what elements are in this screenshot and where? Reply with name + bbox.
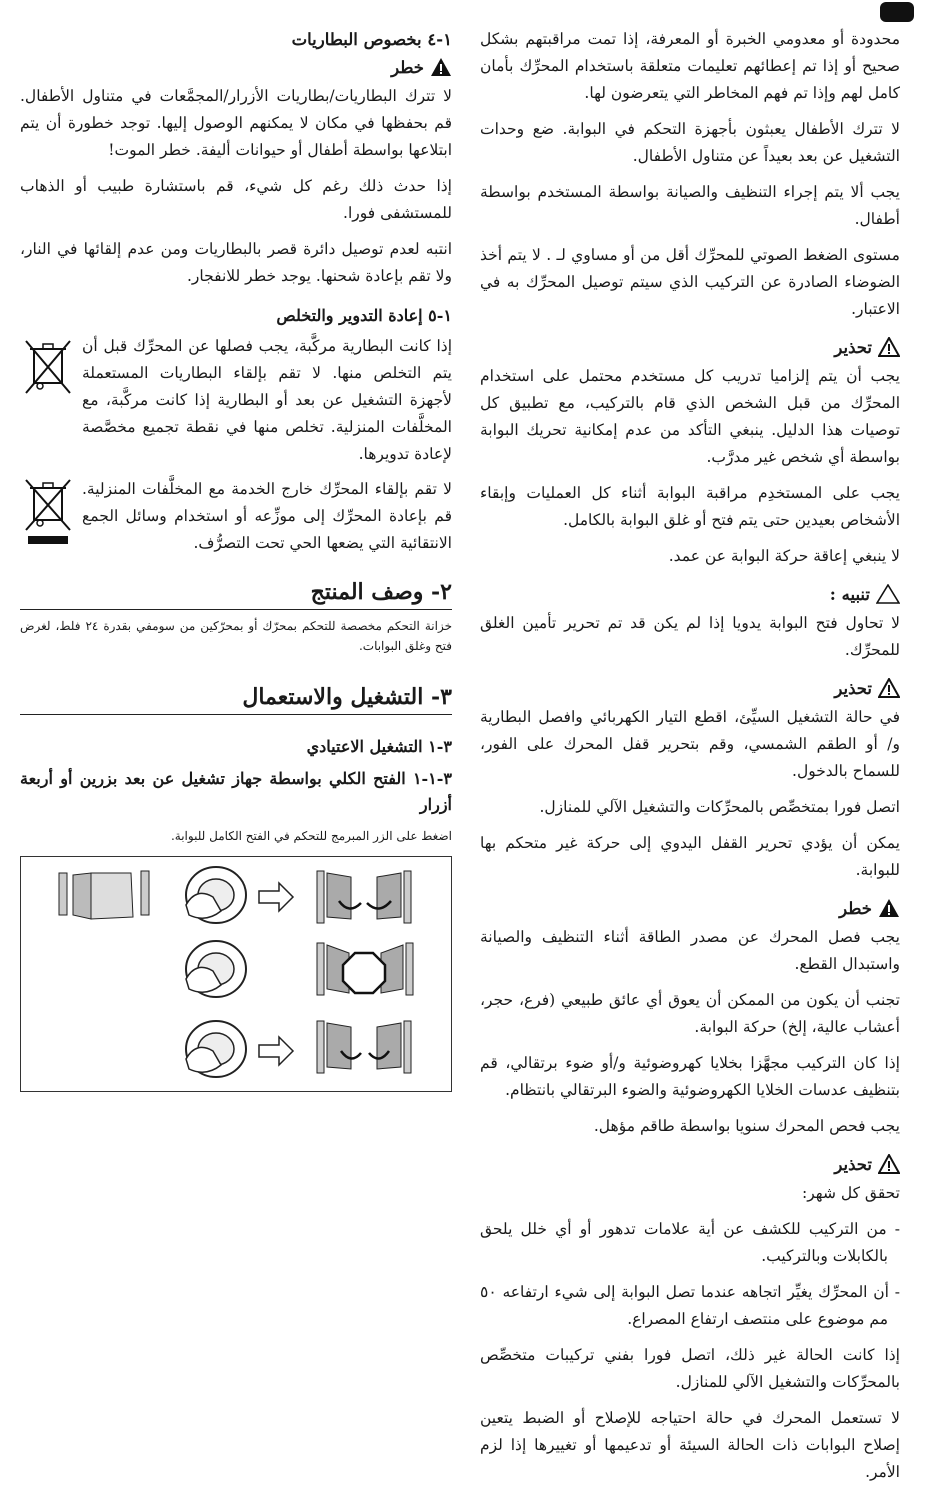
right-arrow-icon	[259, 1037, 293, 1065]
paragraph: يمكن أن يؤدي تحرير القفل اليدوي إلى حركة غير متحكم بها للبوابة.	[480, 834, 900, 879]
warning-triangle-icon	[878, 678, 900, 698]
paragraph: إذا كانت البطارية مركَّبة، يجب فصلها عن المحرِّك قبل أن يتم التخلص منها. لا تقم بإلقاء البطاريات المستعملة لأجهزة التشغيل عن بعد أو البطارية إذا كانت مركَّبة، مع المخلَّفات المنزلية. تخلص منها في نقطة تجميع مخصَّصة لإعادة تدويرها.	[82, 337, 452, 463]
caution-triangle-icon	[876, 584, 900, 604]
warning-heading	[480, 678, 900, 698]
caution-label: تنبيه :	[829, 584, 870, 604]
swing-gate-closing-icon	[317, 1021, 411, 1073]
paragraph: يجب أن يتم إلزاميا تدريب كل مستخدم محتمل على استخدام المحرِّك من قبل الشخص الذي قام بالتركيب، مع تطبيق كل توصيات هذا الدليل. ينبغي التأكد من عدم إمكانية تحريك البوابة بواسطة أي شخص غير مدرَّب.	[480, 367, 900, 466]
paragraph: انتبه لعدم توصيل دائرة قصر بالبطاريات ومن عدم إلقائها في النار، ولا تقم بإعادة شحنها. يوجد خطر للانفجار.	[20, 240, 452, 285]
danger-heading	[480, 898, 900, 918]
section-heading-batteries: ١-٤ بخصوص البطاريات	[291, 30, 452, 49]
paragraph: لا تترك الأطفال يعبثون بأجهزة التحكم في البوابة. ضع وحدات التشغيل عن بعد بعيداً عن متناول الأطفال.	[480, 120, 900, 165]
warning-heading	[480, 1154, 900, 1174]
warning-heading	[480, 337, 900, 357]
product-description: خزانة التحكم مخصصة للتحكم بمحرّك أو بمحرّكين من سومفي بقدرة ٢٤ فلط، لغرض فتح وغلق البوابات.	[20, 619, 452, 653]
caution-heading	[480, 584, 900, 604]
paragraph: لا تترك البطاريات/بطاريات الأزرار/المجمَّعات في متناول الأطفال. قم بحفظها في مكان لا يمكنهم الوصول إليها. توجد خطورة أن يتم ابتلاعها بواسطة أطفال أو حيوانات أليفة. خطر الموت!	[20, 87, 452, 159]
paragraph: إذا حدث ذلك رغم كل شيء، قم باستشارة طبيب أو الذهاب للمستشفى فورا.	[20, 177, 452, 222]
instruction: اضغط على الزر المبرمج للتحكم في الفتح الكامل للبوابة.	[170, 829, 452, 843]
paragraph: يجب ألا يتم إجراء التنظيف والصيانة بواسطة المستخدم بواسطة أطفال.	[480, 183, 900, 228]
subsection-heading-normal-operation: ٣-١ التشغيل الاعتيادي	[306, 737, 452, 756]
danger-triangle-icon	[430, 57, 452, 77]
paragraph: يجب فصل المحرك عن مصدر الطاقة أثناء التنظيف والصيانة واستبدال القطع.	[480, 928, 900, 973]
paragraph: تحقق كل شهر:	[802, 1184, 900, 1202]
list-item: - من التركيب للكشف عن أية علامات تدهور أو أي خلل يلحق بالكابلات وبالتركيب.	[480, 1220, 900, 1265]
recycle-block	[20, 333, 452, 468]
right-arrow-icon	[259, 883, 293, 911]
danger-label: خطر	[839, 898, 872, 918]
remote-control-icon	[186, 1021, 246, 1077]
warning-label: تحذير	[834, 1154, 872, 1174]
paragraph: يجب على المستخدِم مراقبة البوابة أثناء كل العمليات وإبقاء الأشخاص بعيدين حتى يتم فتح أو غلق البوابة بالكامل.	[480, 484, 900, 529]
paragraph: لا ينبغي إعاقة حركة البوابة عن عمد.	[668, 547, 900, 565]
list-item: - أن المحرِّك يغيِّر اتجاهه عندما تصل البوابة إلى شيء ارتفاعه ٥٠ مم موضوع على منتصف ارتفاع المصراع.	[480, 1283, 900, 1328]
paragraph: في حالة التشغيل السيِّئ، اقطع التيار الكهربائي وافصل البطارية و/ أو الطقم الشمسي، وقم بتحرير قفل المحرك على الفور، للسماح بالدخول.	[480, 708, 900, 780]
remote-control-icon	[186, 941, 246, 997]
warning-label: تحذير	[834, 678, 872, 698]
subsubsection-heading-full-opening: ٣-١-١ الفتح الكلي بواسطة جهاز تشغيل عن بعد بزرين أو أربعة أزرار	[20, 769, 452, 814]
danger-label: خطر	[391, 57, 424, 77]
section-heading-recycling: ١-٥ إعادة التدوير والتخلص	[276, 306, 452, 325]
gate-operation-illustration	[20, 856, 452, 1092]
right-column	[480, 0, 900, 1495]
remote-control-icon	[186, 867, 246, 923]
paragraph: تجنب أن يكون من الممكن أن يعوق أي عائق طبيعي (فرع، حجر، أعشاب عالية، إلخ) حركة البوابة.	[480, 991, 900, 1036]
section-heading-product-description: ٢- وصف المنتج	[20, 579, 452, 610]
warning-triangle-icon	[878, 337, 900, 357]
crossed-bin-icon	[20, 333, 76, 403]
swing-gate-blocked-icon	[317, 943, 413, 995]
paragraph: يجب فحص المحرك سنويا بواسطة طاقم مؤهل.	[593, 1117, 900, 1135]
illustration-graphics	[21, 857, 451, 1089]
paragraph: لا تستعمل المحرك في حالة احتياجه للإصلاح أو الضبط يتعين إصلاح البوابات ذات الحالة السيئة أو تدعيمها أو تغييرها إذا لزم الأمر.	[480, 1409, 900, 1481]
recycle-block	[20, 476, 452, 557]
danger-heading	[20, 57, 452, 77]
left-column	[20, 0, 452, 1092]
paragraph: لا تقم بإلقاء المحرِّك خارج الخدمة مع المخلَّفات المنزلية. قم بإعادة المحرِّك إلى موزِّعه أو استخدام وسائل الجمع الانتقائية التي يضعها الحي تحت التصرُّف.	[82, 480, 452, 552]
paragraph: مستوى الضغط الصوتي للمحرِّك أقل من أو مساوي لـ . لا يتم أخذ الضوضاء الصادرة عن التركيب الذي سيتم توصيل المحرِّك به في الاعتبار.	[480, 246, 900, 318]
paragraph: إذا كانت الحالة غير ذلك، اتصل فورا بفني تركيبات متخصِّص بالمحرِّكات والتشغيل الآلي للمنازل.	[480, 1346, 900, 1391]
crossed-bin-icon	[20, 476, 76, 546]
paragraph: اتصل فورا بمتخصِّص بالمحرِّكات والتشغيل الآلي للمنازل.	[539, 798, 900, 816]
sliding-gate-icon	[59, 871, 149, 919]
warning-triangle-icon	[878, 1154, 900, 1174]
swing-gate-opening-icon	[317, 871, 411, 923]
paragraph: لا تحاول فتح البوابة يدويا إذا لم يكن قد تم تحرير تأمين الغلق للمحرِّك.	[480, 614, 900, 659]
warning-label: تحذير	[834, 337, 872, 357]
danger-triangle-icon	[878, 898, 900, 918]
paragraph: إذا كان التركيب مجهَّزا بخلايا كهروضوئية و/أو ضوء برتقالي، قم بتنظيف عدسات الخلايا الكهروضوئية والضوء البرتقالي بانتظام.	[480, 1054, 900, 1099]
paragraph: محدودة أو معدومي الخبرة أو المعرفة، إذا تمت مراقبتهم بشكل صحيح أو إذا تم إعطائهم تعليمات متعلقة باستخدام المحرِّك بأمان كامل لهم وإذا تم فهم المخاطر التي يتعرضون لها.	[480, 30, 900, 102]
section-heading-operation: ٣- التشغيل والاستعمال	[20, 684, 452, 715]
